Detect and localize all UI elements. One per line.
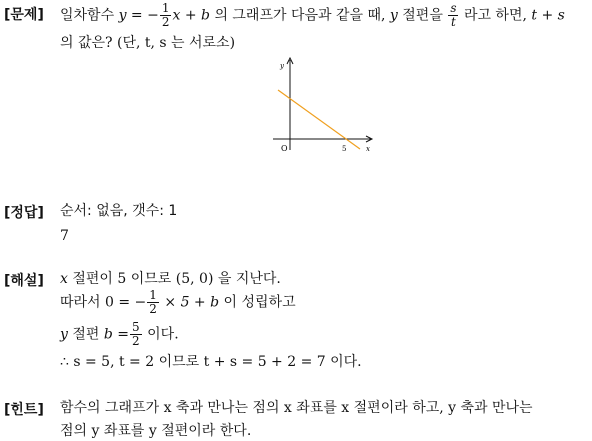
answer-label: [정답] — [4, 205, 44, 221]
var: x — [60, 271, 68, 287]
problem-text: 의 그래프가 다음과 같을 때, — [214, 7, 386, 24]
solution-text: 절편 — [72, 326, 100, 343]
solution-text: 이 성립하고 — [223, 294, 296, 311]
fraction: $\frac{1}{2}$ — [149, 288, 157, 316]
problem-text: 라고 하면, — [463, 7, 527, 24]
fraction: $\frac{1}{2}$ — [161, 1, 170, 29]
solution-text: 이다. — [147, 326, 179, 343]
solution-line-4: ∴ s = 5, t = 2 이므로 t + s = 5 + 2 = 7 이다. — [60, 354, 362, 370]
hint-line-2: 점의 y 좌표를 y 절편이라 한다. — [60, 423, 252, 439]
var: y — [389, 7, 398, 24]
solution-text: 절편이 5 이므로 (5, 0) 을 지난다. — [72, 271, 281, 287]
solution-line-2 — [60, 289, 296, 316]
hint-label: [힌트] — [4, 402, 44, 418]
y-axis-label: y — [280, 62, 284, 70]
problem-text: 일차함수 — [60, 7, 115, 24]
fraction-st: $\frac{s}{t}$ — [450, 1, 457, 29]
solution-label: [해설] — [4, 273, 44, 289]
solution-line-3 — [60, 321, 179, 348]
equation-post: x + b — [172, 7, 210, 24]
problem-label: [문제] — [4, 7, 44, 23]
hint-line-1: 함수의 그래프가 x 축과 만나는 점의 x 좌표를 x 절편이라 하고, y 축과 만나는 — [60, 400, 533, 416]
expr: × 5 + b — [164, 294, 220, 311]
problem-line-2: 의 값은? (단, t, s 는 서로소) — [60, 35, 236, 51]
solution-text: 따라서 0 = − — [60, 294, 147, 311]
problem-line-1 — [60, 2, 565, 29]
problem-text: 절편을 — [402, 7, 443, 24]
expr: t + s — [531, 7, 565, 24]
origin-label: O — [281, 144, 288, 153]
equation: y = − — [118, 7, 159, 24]
expr: b = — [103, 326, 130, 343]
var: y — [60, 326, 68, 343]
answer-line-1: 순서: 없음, 갯수: 1 — [60, 203, 178, 219]
x-axis-label: x — [366, 145, 370, 153]
solution-line-1 — [60, 270, 281, 288]
answer-line-2: 7 — [60, 228, 69, 244]
fraction: $\frac{5}{2}$ — [132, 320, 140, 348]
graph — [268, 55, 378, 155]
x-tick-label: 5 — [342, 145, 347, 153]
